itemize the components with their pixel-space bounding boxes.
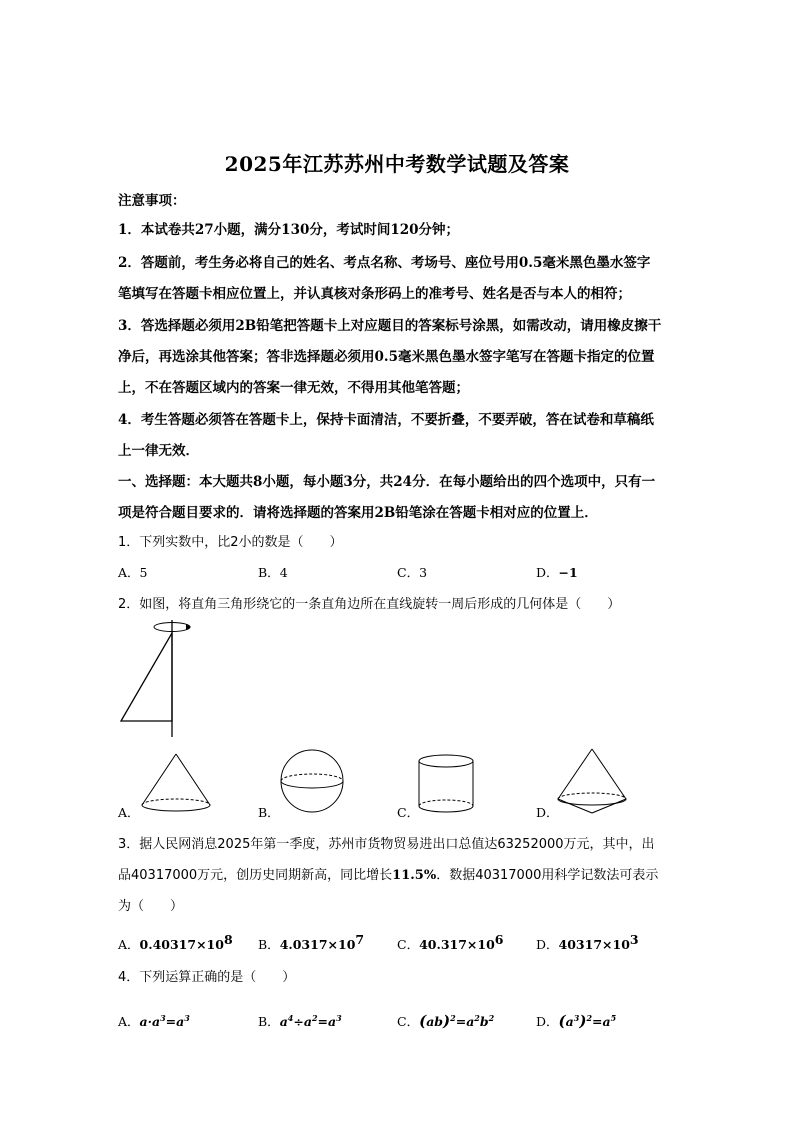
option-c: C．$40.317\times 10^6$ bbox=[397, 932, 504, 953]
double-cone-icon bbox=[556, 747, 628, 817]
section-heading: 项是符合题目要求的．请将选择题的答案用2B铅笔涂在答题卡相对应的位置上． bbox=[118, 505, 598, 521]
question-stem: 1．下列实数中，比2小的数是（ ） bbox=[118, 535, 343, 550]
option-d: D．−1 bbox=[536, 565, 578, 580]
option-b: B． bbox=[258, 805, 280, 820]
option-b: B．$4.0317\times 10^7$ bbox=[258, 932, 365, 953]
page-title: 2025年江苏苏州中考数学试题及答案 bbox=[224, 152, 570, 176]
option-c: C．3 bbox=[397, 565, 428, 580]
option-a: A．5 bbox=[118, 565, 148, 580]
notice-line: 净后，再选涂其他答案；答非选择题必须用0.5毫米黑色墨水签字笔写在答题卡指定的位置 bbox=[118, 349, 655, 365]
option-c: C．$(ab)^2=a^2b^2$ bbox=[397, 1012, 495, 1030]
notice-heading: 注意事项： bbox=[118, 193, 186, 209]
notice-line: 上一律无效． bbox=[118, 443, 199, 459]
notice-line: 1．本试卷共27小题，满分130分，考试时间120分钟； bbox=[118, 222, 460, 238]
option-b: B．$a^4\div a^2=a^3$ bbox=[258, 1012, 342, 1029]
right-triangle-figure bbox=[110, 615, 200, 745]
question-stem: 品40317000万元，创历史同期新高，同比增长11.5%．数据40317000用科学记数法可表示 bbox=[118, 868, 659, 883]
option-d: D． bbox=[536, 805, 559, 820]
option-d: D．$40317\times 10^3$ bbox=[536, 932, 639, 953]
option-d: D．$(a^3)^2=a^5$ bbox=[536, 1012, 617, 1030]
question-stem: 2．如图，将直角三角形绕它的一条直角边所在直线旋转一周后形成的几何体是（ ） bbox=[118, 597, 621, 612]
question-stem: 4．下列运算正确的是（ ） bbox=[118, 970, 296, 985]
notice-line: 笔填写在答题卡相应位置上，并认真核对条形码上的准考号、姓名是否与本人的相符； bbox=[118, 286, 631, 302]
question-stem: 3．据人民网消息2025年第一季度，苏州市货物贸易进出口总值达63252000万元，其中，出 bbox=[118, 837, 655, 852]
option-a: A．$a\cdot a^3=a^3$ bbox=[118, 1012, 190, 1029]
sphere-icon bbox=[279, 747, 349, 817]
cone-icon bbox=[138, 752, 218, 818]
notice-line: 4．考生答题必须答在答题卡上，保持卡面清洁，不要折叠，不要弄破，答在试卷和草稿纸 bbox=[118, 412, 654, 428]
cylinder-icon bbox=[417, 752, 479, 818]
option-a: A． bbox=[118, 805, 140, 820]
notice-line: 2．答题前，考生务必将自己的姓名、考点名称、考场号、座位号用0.5毫米黑色墨水签字 bbox=[118, 255, 651, 271]
section-heading: 一、选择题：本大题共8小题，每小题3分，共24分．在每小题给出的四个选项中，只有一 bbox=[118, 474, 656, 490]
notice-line: 上，不在答题区域内的答案一律无效，不得用其他笔答题； bbox=[118, 380, 469, 396]
option-b: B．4 bbox=[258, 565, 288, 580]
option-c: C． bbox=[397, 805, 420, 820]
question-stem: 为（ ） bbox=[118, 899, 184, 914]
notice-line: 3．答选择题必须用2B铅笔把答题卡上对应题目的答案标号涂黑，如需改动，请用橡皮擦干 bbox=[118, 318, 662, 334]
option-a: A．$0.40317\times 10^8$ bbox=[118, 932, 233, 953]
